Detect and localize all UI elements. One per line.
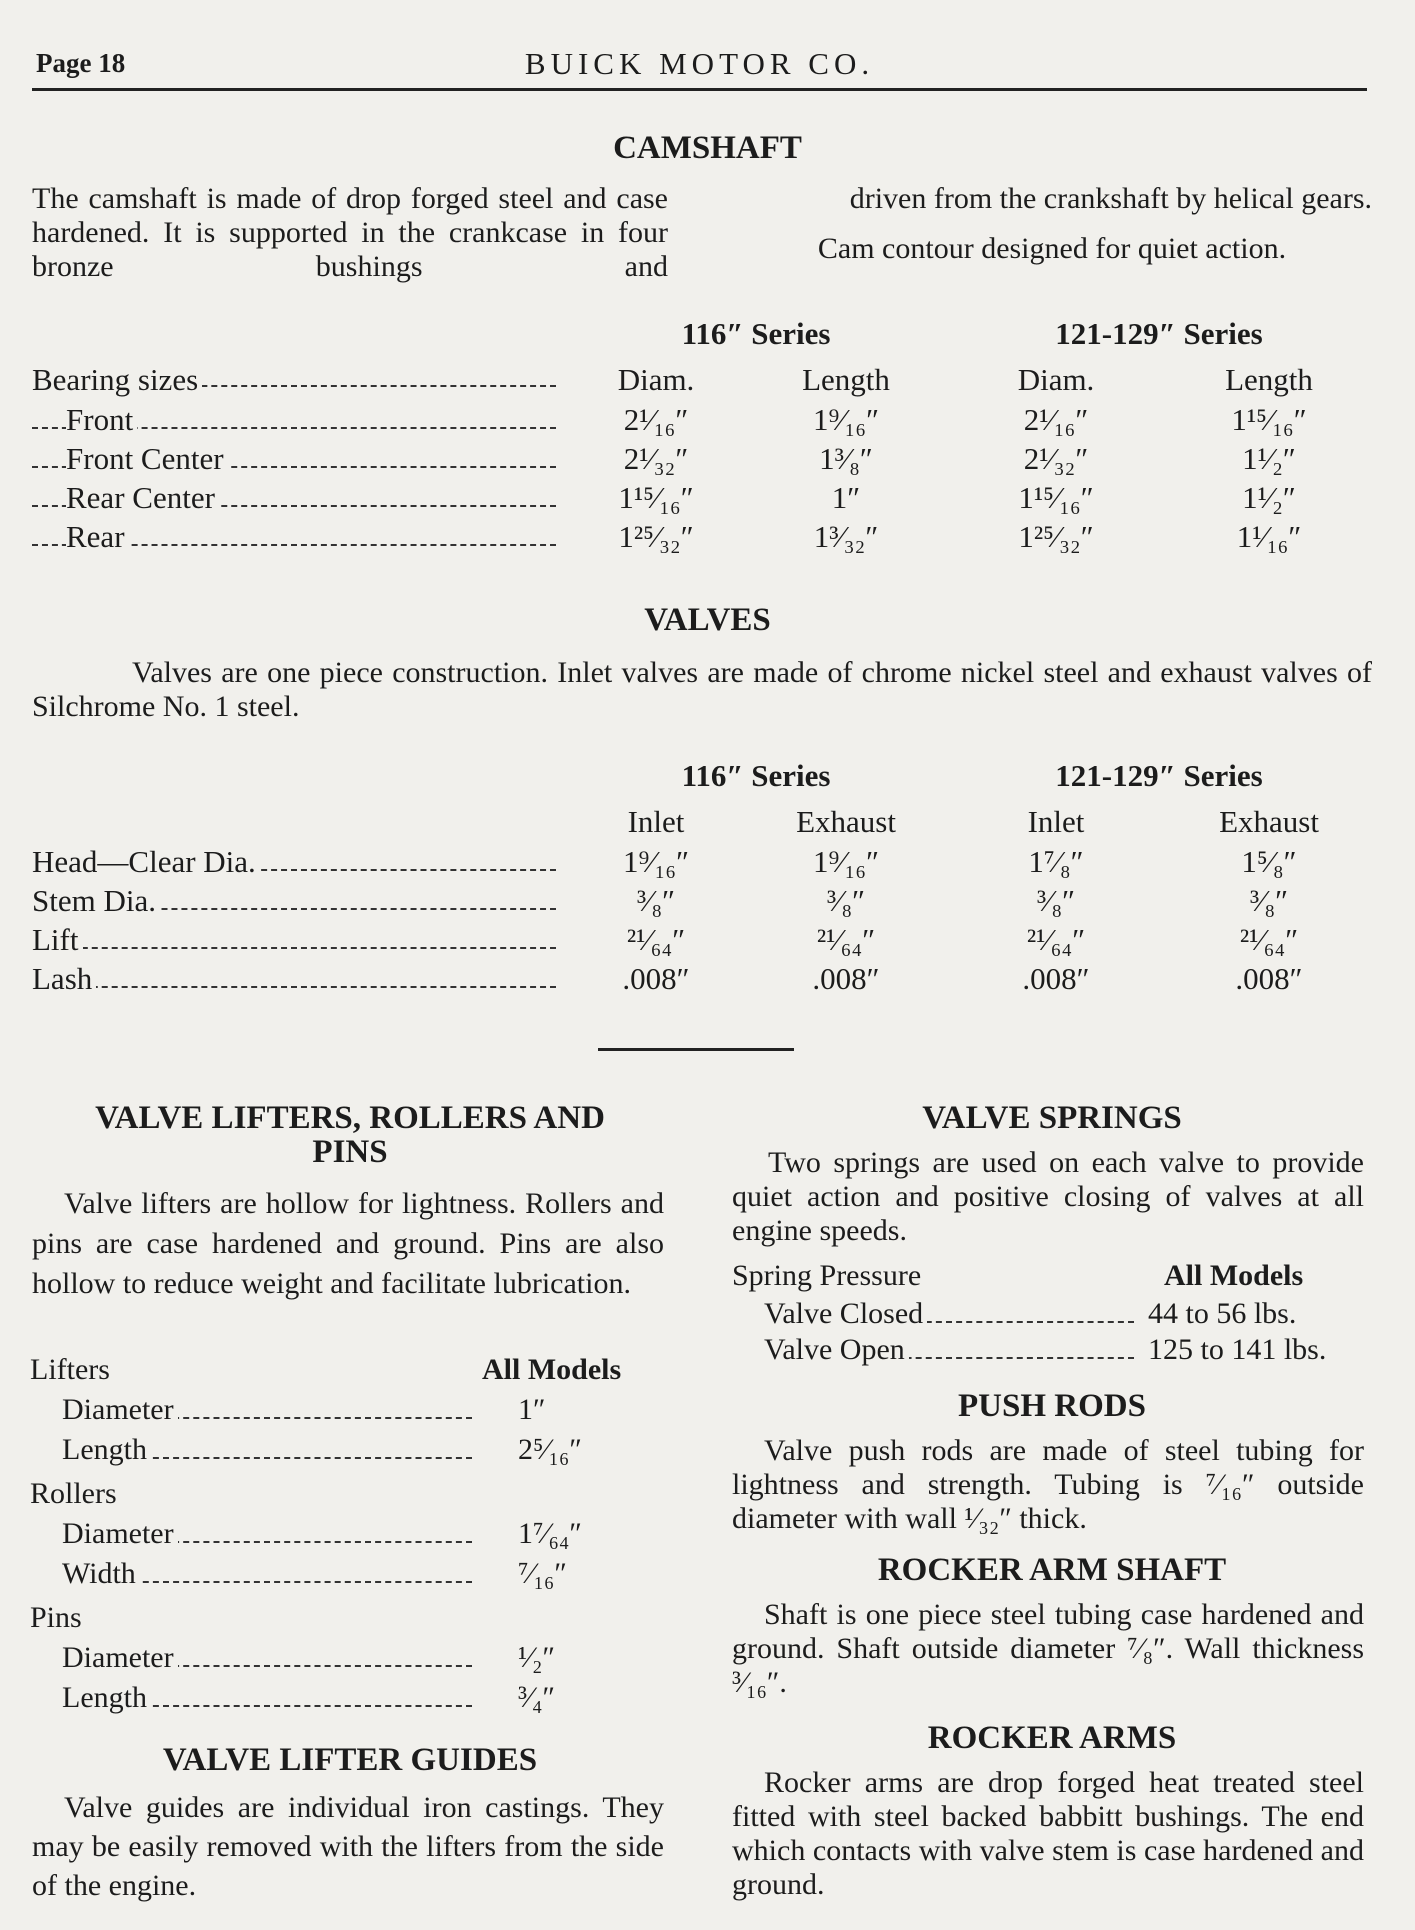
table-cell: 1⁹⁄₁₆″ (812, 402, 879, 437)
table-cell: ³⁄₈″ (826, 883, 866, 918)
row-label: Front Center (32, 439, 566, 478)
rocker-arms-title: ROCKER ARMS (927, 1720, 1177, 1756)
table-cell: .008″ (622, 961, 690, 996)
camshaft-paragraph-left: The camshaft is made of drop forged steel and case hardened. It is supported in the crankcase in four bronze bushings and (32, 182, 668, 283)
table-cell: ²¹⁄₆₄″ (1026, 922, 1086, 957)
rocker-shaft-paragraph: Shaft is one piece steel tubing case hardened and ground. Shaft outside diameter ⁷⁄₈″. Wall thickness ³⁄₁₆″. (732, 1598, 1364, 1699)
table-row (32, 478, 1372, 517)
valves-title: VALVES (644, 602, 771, 638)
table-cell: 1³⁄₃₂″ (813, 519, 879, 554)
table-cell: ²¹⁄₆₄″ (816, 922, 876, 957)
series-121-129-header: 121-129″ Series (1055, 315, 1263, 351)
all-models-header: All Models (482, 1353, 622, 1386)
bearing-sizes-table (32, 308, 1372, 556)
camshaft-paragraph-right-2: Cam contour designed for quiet action. (817, 232, 1287, 265)
table-cell: 1¹⁄₂″ (1242, 441, 1296, 476)
row-label: Head—Clear Dia. (32, 842, 566, 881)
table-cell: 1¹⁵⁄₁₆″ (618, 480, 694, 515)
item-value: 1″ (518, 1393, 546, 1426)
list-item (0, 1294, 1415, 1334)
row-label: Rear Center (32, 478, 566, 517)
group-label-lifters: Lifters (30, 1353, 110, 1386)
table-row (32, 800, 1372, 842)
table-cell: 1¹⁄₂″ (1242, 480, 1296, 515)
table-row (32, 959, 1372, 998)
item-label: Valve Closed (764, 1294, 1144, 1334)
table-cell: 2¹⁄₃₂″ (1023, 441, 1089, 476)
series-header-row (32, 308, 1372, 358)
table-cell: 2¹⁄₁₆″ (623, 402, 689, 437)
lifters-title-line-1: VALVE LIFTERS, ROLLERS AND (95, 1100, 605, 1136)
lifters-title-line-2: PINS (312, 1134, 388, 1170)
row-label: Rear (32, 517, 566, 556)
valves-table (32, 750, 1372, 998)
series-116-header: 116″ Series (681, 315, 831, 351)
item-value: ¹⁄₂″ (518, 1641, 555, 1674)
item-label: Valve Open (764, 1330, 1144, 1370)
row-label: Stem Dia. (32, 881, 566, 920)
item-label: Width (62, 1554, 482, 1594)
table-row (32, 842, 1372, 881)
camshaft-paragraph-right-1: driven from the crankshaft by helical gears. (849, 182, 1372, 215)
col-header: Inlet (1027, 803, 1085, 839)
section-divider (598, 1048, 794, 1051)
table-row (32, 881, 1372, 920)
item-value: 1⁷⁄₆₄″ (518, 1517, 582, 1550)
table-cell: ³⁄₈″ (636, 883, 676, 918)
table-row (32, 920, 1372, 959)
col-header: Exhaust (796, 803, 896, 839)
push-rods-paragraph: Valve push rods are made of steel tubing for lightness and strength. Tubing is ⁷⁄₁₆″ outside diameter with wall ¹⁄₃₂″ thick. (732, 1434, 1364, 1535)
all-models-header: All Models (1164, 1259, 1304, 1292)
table-cell: ³⁄₈″ (1036, 883, 1076, 918)
table-cell: 1⁹⁄₁₆″ (622, 844, 689, 879)
table-cell: 2¹⁄₃₂″ (623, 441, 689, 476)
table-cell: 1³⁄₈″ (819, 441, 873, 476)
table-cell: 1⁷⁄₈″ (1028, 844, 1084, 879)
table-cell: ³⁄₈″ (1249, 883, 1289, 918)
table-cell: ²¹⁄₆₄″ (626, 922, 686, 957)
table-row (32, 439, 1372, 478)
col-header: Length (802, 361, 890, 397)
page-header (32, 40, 1367, 91)
row-label: Lift (32, 920, 566, 959)
table-cell: 1¹⁄₁₆″ (1236, 519, 1302, 554)
table-row (32, 400, 1372, 439)
col-header: Exhaust (1219, 803, 1319, 839)
item-value: ⁷⁄₁₆″ (518, 1557, 567, 1590)
table-cell: ²¹⁄₆₄″ (1239, 922, 1299, 957)
row-label: Front (32, 400, 566, 439)
table-cell: .008″ (812, 961, 880, 996)
series-header-row (32, 750, 1372, 800)
table-cell: 2¹⁄₁₆″ (1023, 402, 1089, 437)
item-value: 2⁵⁄₁₆″ (518, 1433, 582, 1466)
item-label: Diameter (62, 1514, 482, 1554)
table-cell: .008″ (1022, 961, 1090, 996)
rocker-arms-paragraph: Rocker arms are drop forged heat treated steel fitted with steel backed babbitt bushings. The end which contacts with valve stem is case hardened and ground. (732, 1766, 1364, 1901)
table-cell: 1⁹⁄₁₆″ (812, 844, 879, 879)
item-label: Length (62, 1430, 482, 1470)
col-header: Inlet (627, 803, 685, 839)
valves-paragraph: Valves are one piece construction. Inlet valves are made of chrome nickel steel and exhaust valves of Silchrome No. 1 steel. (32, 656, 1372, 723)
table-cell: 1²⁵⁄₃₂″ (618, 519, 694, 554)
table-cell: 1⁵⁄₈″ (1241, 844, 1297, 879)
item-value: 125 to 141 lbs. (1148, 1333, 1327, 1366)
camshaft-title: CAMSHAFT (613, 130, 802, 166)
springs-title: VALVE SPRINGS (922, 1100, 1182, 1136)
rocker-shaft-title: ROCKER ARM SHAFT (877, 1552, 1227, 1588)
table-row (32, 517, 1372, 556)
item-value: 44 to 56 lbs. (1148, 1297, 1297, 1330)
table-cell: 1″ (831, 480, 861, 515)
item-label: Length (62, 1678, 482, 1718)
lifter-guides-paragraph: Valve guides are individual iron castings. They may be easily removed with the lifters from the side of the engine. (32, 1791, 664, 1902)
push-rods-title: PUSH RODS (958, 1388, 1146, 1424)
group-label-pins: Pins (30, 1601, 82, 1634)
col-header: Diam. (1017, 361, 1095, 397)
item-value: ³⁄₄″ (518, 1681, 555, 1714)
lifters-paragraph: Valve lifters are hollow for lightness. Rollers and pins are case hardened and ground. Pins are also hollow to reduce weight and facilitate lubrication. (32, 1187, 664, 1300)
col-header: Diam. (617, 361, 695, 397)
item-label: Diameter (62, 1638, 482, 1678)
spring-pressure-label: Spring Pressure (732, 1259, 922, 1292)
row-label: Lash (32, 959, 566, 998)
table-row (32, 358, 1372, 400)
table-cell: .008″ (1235, 961, 1303, 996)
table-cell: 1²⁵⁄₃₂″ (1018, 519, 1094, 554)
series-116-header: 116″ Series (681, 757, 831, 793)
item-label: Diameter (62, 1390, 482, 1430)
lifter-guides-title: VALVE LIFTER GUIDES (162, 1742, 538, 1778)
series-121-129-header: 121-129″ Series (1055, 757, 1263, 793)
page-number: Page 18 (36, 48, 126, 78)
group-label-rollers: Rollers (30, 1477, 117, 1510)
company-name: BUICK MOTOR CO. (524, 46, 875, 81)
col-header: Length (1225, 361, 1313, 397)
list-item (0, 1330, 1415, 1370)
row-label: Bearing sizes (32, 358, 566, 400)
table-cell: 1¹⁵⁄₁₆″ (1231, 402, 1307, 437)
table-cell: 1¹⁵⁄₁₆″ (1018, 480, 1094, 515)
springs-paragraph: Two springs are used on each valve to provide quiet action and positive closing of valves at all engine speeds. (732, 1146, 1364, 1247)
